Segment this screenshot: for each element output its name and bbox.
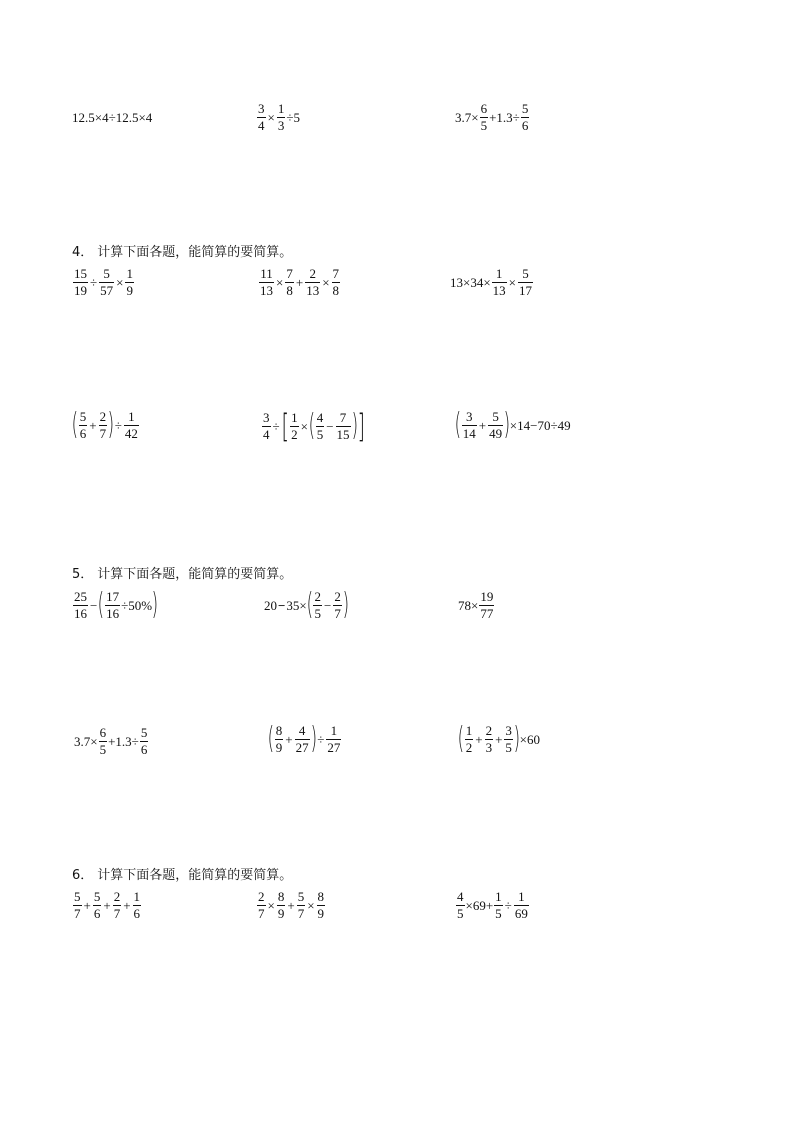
operator: × — [267, 109, 275, 125]
denominator: 8 — [332, 282, 340, 298]
denominator: 5 — [314, 605, 321, 621]
denominator: 5 — [316, 426, 324, 442]
numerator: 25 — [74, 589, 87, 604]
fraction — [462, 410, 477, 440]
operator: ÷ — [90, 274, 98, 290]
numerator: 6 — [480, 101, 488, 116]
numerator: 3 — [465, 409, 473, 424]
section-5-heading — [72, 563, 292, 582]
operator: × — [322, 274, 330, 290]
numerator: 7 — [286, 266, 293, 281]
denominator: 3 — [277, 117, 285, 133]
fraction — [504, 724, 513, 754]
fraction — [480, 102, 489, 132]
fraction — [73, 590, 88, 620]
denominator: 49 — [489, 425, 503, 441]
numerator: 3 — [505, 723, 512, 738]
denominator: 9 — [126, 282, 133, 298]
right-paren: ) — [107, 407, 115, 443]
numerator: 1 — [277, 101, 285, 116]
fraction — [140, 726, 149, 756]
fraction — [494, 890, 503, 920]
fraction — [488, 410, 503, 440]
numerator: 5 — [93, 889, 101, 904]
denominator: 16 — [74, 605, 87, 621]
numerator: 1 — [465, 723, 473, 738]
denominator: 6 — [140, 741, 148, 757]
numerator: 7 — [332, 266, 340, 281]
expression-lead: 13×34× — [450, 274, 491, 290]
fraction — [124, 410, 139, 440]
fraction — [99, 410, 108, 440]
numerator: 1 — [495, 889, 502, 904]
fraction — [297, 890, 306, 920]
fraction — [518, 267, 533, 297]
right-paren: ) — [310, 721, 317, 757]
denominator: 57 — [100, 282, 114, 298]
numerator: 5 — [521, 101, 529, 116]
expression-middle: +1.3÷ — [489, 109, 520, 125]
numerator: 3 — [263, 409, 270, 425]
fraction — [99, 267, 114, 297]
operator: − — [323, 597, 332, 613]
numerator: 3 — [258, 101, 265, 116]
denominator: 27 — [295, 739, 309, 755]
denominator: 9 — [317, 905, 325, 921]
left-paren: ( — [306, 587, 313, 623]
numerator: 2 — [258, 889, 265, 904]
right-paren: ) — [342, 587, 349, 623]
numerator: 1 — [330, 723, 338, 738]
expression-4b — [258, 267, 341, 297]
numerator: 1 — [133, 889, 141, 904]
numerator: 2 — [334, 589, 341, 604]
expression-4f — [454, 407, 571, 443]
fraction — [295, 724, 310, 754]
right-bracket: ] — [357, 407, 366, 445]
fraction — [317, 890, 326, 920]
numerator: 6 — [99, 725, 107, 740]
operator: ÷ — [504, 897, 512, 913]
operator: × — [267, 897, 275, 913]
denominator: 7 — [258, 905, 265, 921]
denominator: 14 — [462, 425, 476, 441]
fraction — [465, 724, 474, 754]
numerator: 2 — [309, 266, 316, 281]
left-bracket: [ — [281, 407, 289, 445]
fraction — [479, 590, 494, 620]
denominator: 5 — [457, 905, 464, 921]
fraction — [257, 890, 266, 920]
numerator: 17 — [106, 589, 120, 604]
fraction — [262, 411, 271, 441]
operator: + — [103, 897, 111, 913]
numerator: 19 — [480, 589, 494, 604]
operator: + — [295, 274, 304, 290]
denominator: 4 — [263, 426, 270, 442]
fraction — [305, 267, 320, 297]
numerator: 1 — [128, 409, 135, 424]
denominator: 27 — [327, 739, 341, 755]
denominator: 69 — [514, 905, 528, 921]
operator: + — [478, 417, 487, 433]
expression-5d — [74, 726, 149, 756]
left-paren: ( — [457, 721, 465, 757]
fraction — [521, 102, 530, 132]
numerator: 5 — [297, 889, 305, 904]
fraction — [277, 890, 286, 920]
expression-4e — [261, 407, 366, 445]
numerator: 2 — [99, 409, 107, 424]
right-paren: ) — [151, 587, 159, 623]
fraction — [336, 411, 351, 441]
operator: + — [123, 897, 131, 913]
denominator: 9 — [277, 905, 285, 921]
left-paren: ( — [267, 721, 275, 757]
operator: + — [495, 731, 503, 747]
numerator: 1 — [291, 409, 298, 425]
denominator: 7 — [74, 905, 81, 921]
denominator: 6 — [93, 905, 101, 921]
numerator: 11 — [260, 266, 273, 281]
denominator: 7 — [99, 425, 107, 441]
fraction — [456, 890, 465, 920]
fraction — [73, 890, 82, 920]
expression-5e — [267, 721, 342, 757]
section-number: 4． — [72, 245, 94, 260]
operator: + — [285, 731, 293, 747]
numerator: 2 — [485, 723, 493, 738]
denominator: 9 — [275, 739, 283, 755]
fraction — [93, 890, 102, 920]
denominator: 13 — [260, 282, 273, 298]
denominator: 5 — [99, 741, 107, 757]
numerator: 4 — [457, 889, 464, 904]
fraction — [125, 267, 134, 297]
denominator: 5 — [480, 117, 488, 133]
numerator: 1 — [495, 266, 503, 281]
right-paren: ) — [503, 407, 511, 443]
denominator: 42 — [124, 425, 138, 441]
denominator: 8 — [286, 282, 293, 298]
left-paren: ( — [97, 587, 105, 623]
operator: × — [116, 274, 124, 290]
numerator: 5 — [103, 266, 110, 281]
fraction — [79, 410, 88, 440]
fraction — [259, 267, 274, 297]
denominator: 17 — [519, 282, 533, 298]
denominator: 13 — [492, 282, 506, 298]
left-paren: ( — [454, 407, 462, 443]
left-paren: ( — [71, 407, 79, 443]
section-title: 计算下面各题，能简算的要简算。 — [97, 868, 293, 883]
expression-lead: 78× — [458, 597, 479, 613]
denominator: 7 — [297, 905, 305, 921]
expression-lead: 20 — [264, 597, 277, 613]
numerator: 1 — [126, 266, 133, 281]
denominator: 2 — [465, 739, 473, 755]
denominator: 16 — [106, 605, 120, 621]
expression-4d — [71, 407, 140, 443]
expression-5c — [458, 590, 495, 620]
denominator: 6 — [521, 117, 529, 133]
operator: × — [508, 274, 517, 290]
operator: − — [90, 597, 98, 613]
fraction — [133, 890, 142, 920]
denominator: 7 — [113, 905, 121, 921]
expression-lead: 3.7× — [74, 733, 98, 749]
fraction — [275, 724, 284, 754]
expression-tail: ×60 — [519, 731, 540, 747]
operator: + — [83, 897, 91, 913]
expression-row1-b — [256, 102, 300, 132]
expression-middle: ×69+ — [465, 897, 494, 913]
operator: ÷ — [317, 731, 325, 747]
expression-4a — [72, 267, 135, 297]
expression-text: 12.5×4÷12.5×4 — [72, 110, 153, 125]
expression-5b — [264, 587, 349, 623]
numerator: 2 — [113, 889, 121, 904]
expression-middle: +1.3÷ — [108, 733, 139, 749]
section-4-heading — [72, 241, 292, 260]
numerator: 8 — [277, 889, 285, 904]
fraction — [514, 890, 529, 920]
denominator: 4 — [258, 117, 265, 133]
operator: ÷ — [114, 417, 122, 433]
section-title: 计算下面各题，能简算的要简算。 — [97, 245, 293, 260]
denominator: 15 — [336, 426, 350, 442]
fraction — [105, 590, 120, 620]
fraction — [99, 726, 108, 756]
denominator: 19 — [74, 282, 87, 298]
numerator: 8 — [275, 723, 283, 738]
left-paren: ( — [308, 408, 316, 443]
numerator: 15 — [74, 266, 87, 281]
right-paren: ) — [351, 408, 358, 443]
operator: + — [89, 417, 97, 433]
numerator: 4 — [316, 409, 324, 425]
fraction — [485, 724, 494, 754]
numerator: 5 — [140, 725, 148, 740]
expression-5f — [457, 721, 540, 757]
operator: × — [276, 274, 284, 290]
fraction — [333, 590, 342, 620]
expression-6a — [72, 890, 142, 920]
denominator: 6 — [79, 425, 87, 441]
numerator: 4 — [298, 723, 306, 738]
operator: − — [278, 597, 286, 613]
section-6-heading — [72, 864, 292, 883]
expression-4c — [450, 267, 534, 297]
fraction — [113, 890, 122, 920]
numerator: 5 — [79, 409, 87, 424]
fraction — [313, 590, 322, 620]
denominator: 6 — [133, 905, 141, 921]
fraction — [316, 411, 325, 441]
expression-tail: ×14−70÷49 — [509, 417, 571, 433]
fraction — [257, 102, 266, 132]
fraction — [326, 724, 341, 754]
section-number: 6． — [72, 868, 94, 883]
expression-6c — [455, 890, 530, 920]
denominator: 3 — [485, 739, 493, 755]
denominator: 5 — [505, 739, 512, 755]
operator: × — [300, 418, 308, 434]
section-title: 计算下面各题，能简算的要简算。 — [97, 567, 293, 582]
expression-12-5x4 — [72, 111, 152, 124]
numerator: 8 — [317, 889, 325, 904]
fraction — [285, 267, 294, 297]
denominator: 7 — [334, 605, 341, 621]
numerator: 1 — [518, 889, 525, 904]
fraction — [332, 267, 341, 297]
numerator: 5 — [492, 409, 499, 424]
denominator: 77 — [480, 605, 494, 621]
expression-tail: ÷5 — [286, 109, 300, 125]
expression-5a — [72, 587, 159, 623]
expression-tail: ÷50% — [121, 597, 153, 613]
expression-lead: 3.7× — [455, 109, 479, 125]
fraction — [290, 411, 299, 441]
operator: − — [326, 418, 334, 434]
denominator: 13 — [306, 282, 320, 298]
numerator: 7 — [339, 409, 347, 425]
fraction — [73, 267, 88, 297]
expression-6b — [256, 890, 326, 920]
numerator: 5 — [74, 889, 81, 904]
operator: ÷ — [272, 418, 280, 434]
numerator: 2 — [314, 589, 321, 604]
expression-row1-c — [455, 102, 530, 132]
operator: + — [287, 897, 295, 913]
denominator: 2 — [291, 426, 298, 442]
fraction — [277, 102, 286, 132]
operator: + — [475, 731, 483, 747]
denominator: 5 — [495, 905, 502, 921]
fraction — [492, 267, 507, 297]
section-number: 5． — [72, 567, 94, 582]
right-paren: ) — [513, 721, 520, 757]
expression-middle: 35× — [286, 597, 307, 613]
operator: × — [307, 897, 315, 913]
numerator: 5 — [522, 266, 529, 281]
